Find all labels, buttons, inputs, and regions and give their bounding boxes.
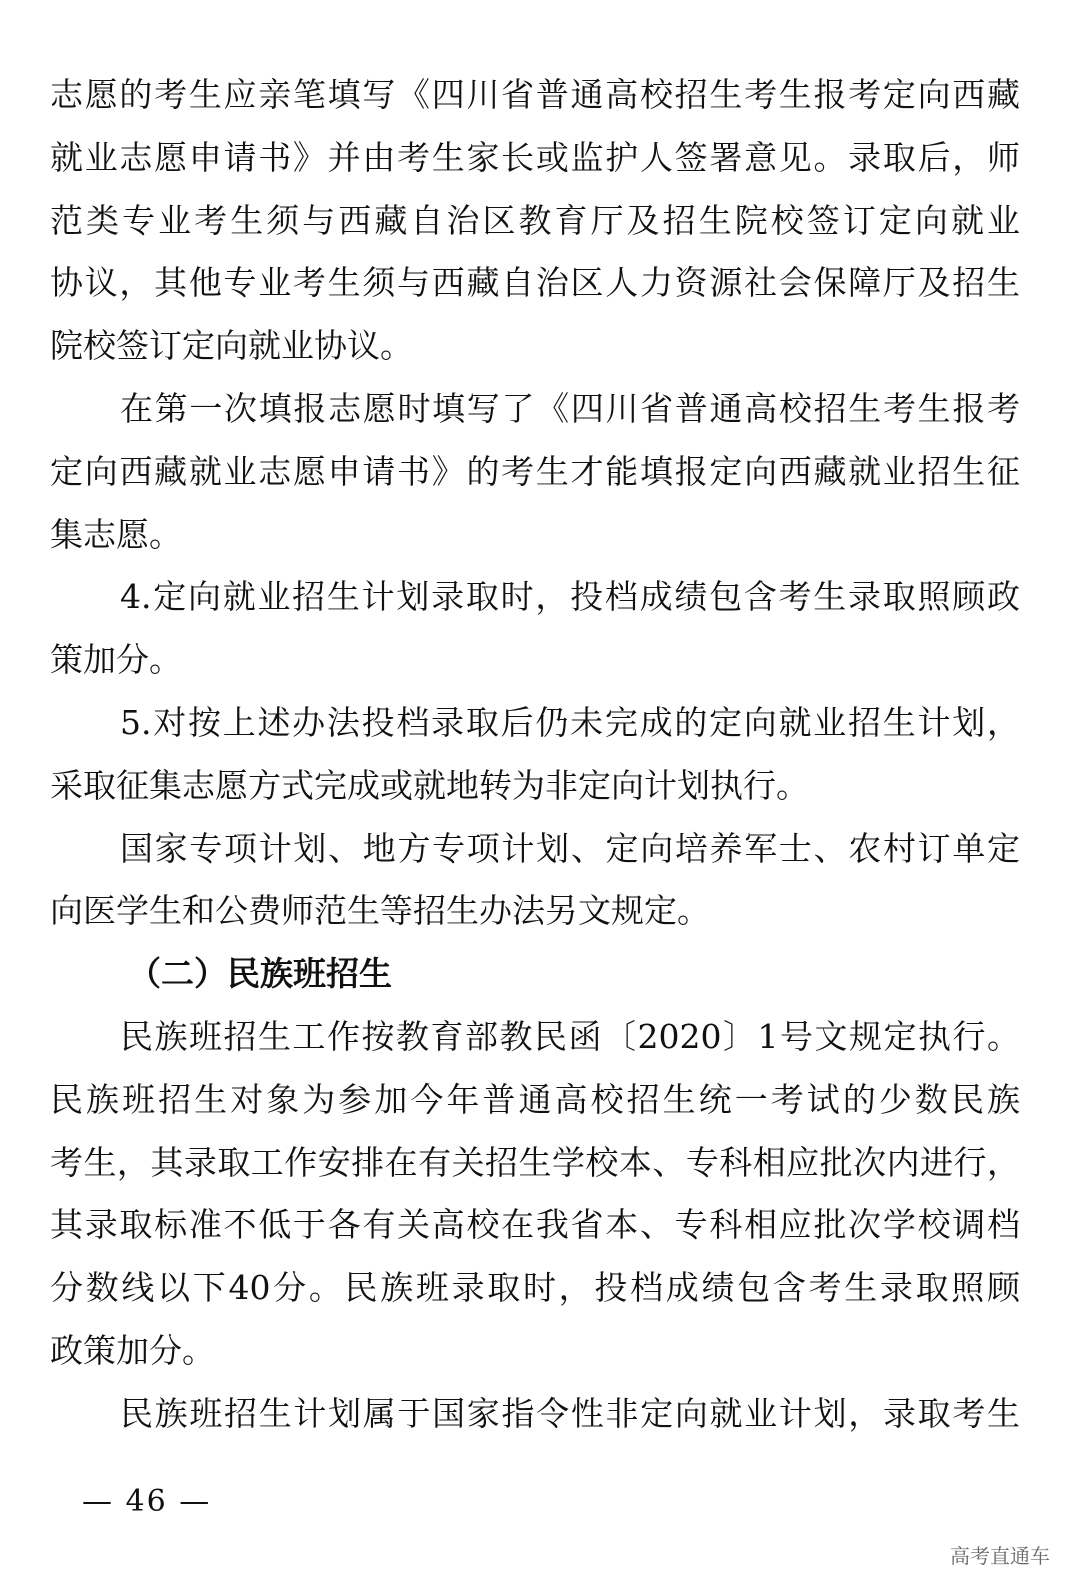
text-line: 策加分。 [50, 640, 182, 680]
text-line: 民族班招生计划属于国家指令性非定向就业计划，录取考生 [120, 1393, 1020, 1433]
text-line: 在第一次填报志愿时填写了《四川省普通高校招生考生报考 [120, 388, 1020, 428]
text-line: 协议，其他专业考生须与西藏自治区人力资源社会保障厅及招生 [50, 263, 1020, 303]
document-body [50, 64, 1020, 1446]
text-line: 5.对按上述办法投档录取后仍未完成的定向就业招生计划， [120, 702, 1020, 742]
text-line: 其录取标准不低于各有关高校在我省本、专科相应批次学校调档 [50, 1205, 1020, 1245]
text-line: 院校签订定向就业协议。 [50, 326, 413, 366]
text-line: 范类专业考生须与西藏自治区教育厅及招生院校签订定向就业 [50, 200, 1020, 240]
text-line: 4.定向就业招生计划录取时，投档成绩包含考生录取照顾政 [120, 577, 1020, 617]
text-line: 志愿的考生应亲笔填写《四川省普通高校招生考生报考定向西藏 [50, 75, 1020, 114]
watermark: 高考直通车 [950, 1544, 1050, 1568]
text-line: 国家专项计划、地方专项计划、定向培养军士、农村订单定 [120, 828, 1020, 868]
text-line: 政策加分。 [50, 1330, 215, 1370]
text-line: 民族班招生对象为参加今年普通高校招生统一考试的少数民族 [50, 1079, 1020, 1119]
text-line: 考生，其录取工作安排在有关招生学校本、专科相应批次内进行， [50, 1142, 1020, 1182]
text-line: 集志愿。 [50, 514, 182, 554]
text-line: 向医学生和公费师范生等招生办法另文规定。 [50, 891, 710, 931]
text-line: 定向西藏就业志愿申请书》的考生才能填报定向西藏就业招生征 [50, 451, 1020, 491]
text-line: 就业志愿申请书》并由考生家长或监护人签署意见。录取后，师 [50, 137, 1020, 177]
text-line: 分数线以下40分。民族班录取时，投档成绩包含考生录取照顾 [50, 1268, 1020, 1308]
section-heading: （二）民族班招生 [128, 954, 392, 994]
text-line: 采取征集志愿方式完成或就地转为非定向计划执行。 [50, 765, 809, 805]
text-line: 民族班招生工作按教育部教民函〔2020〕1号文规定执行。 [120, 1016, 1020, 1056]
page-number: — 46 — [82, 1484, 212, 1519]
